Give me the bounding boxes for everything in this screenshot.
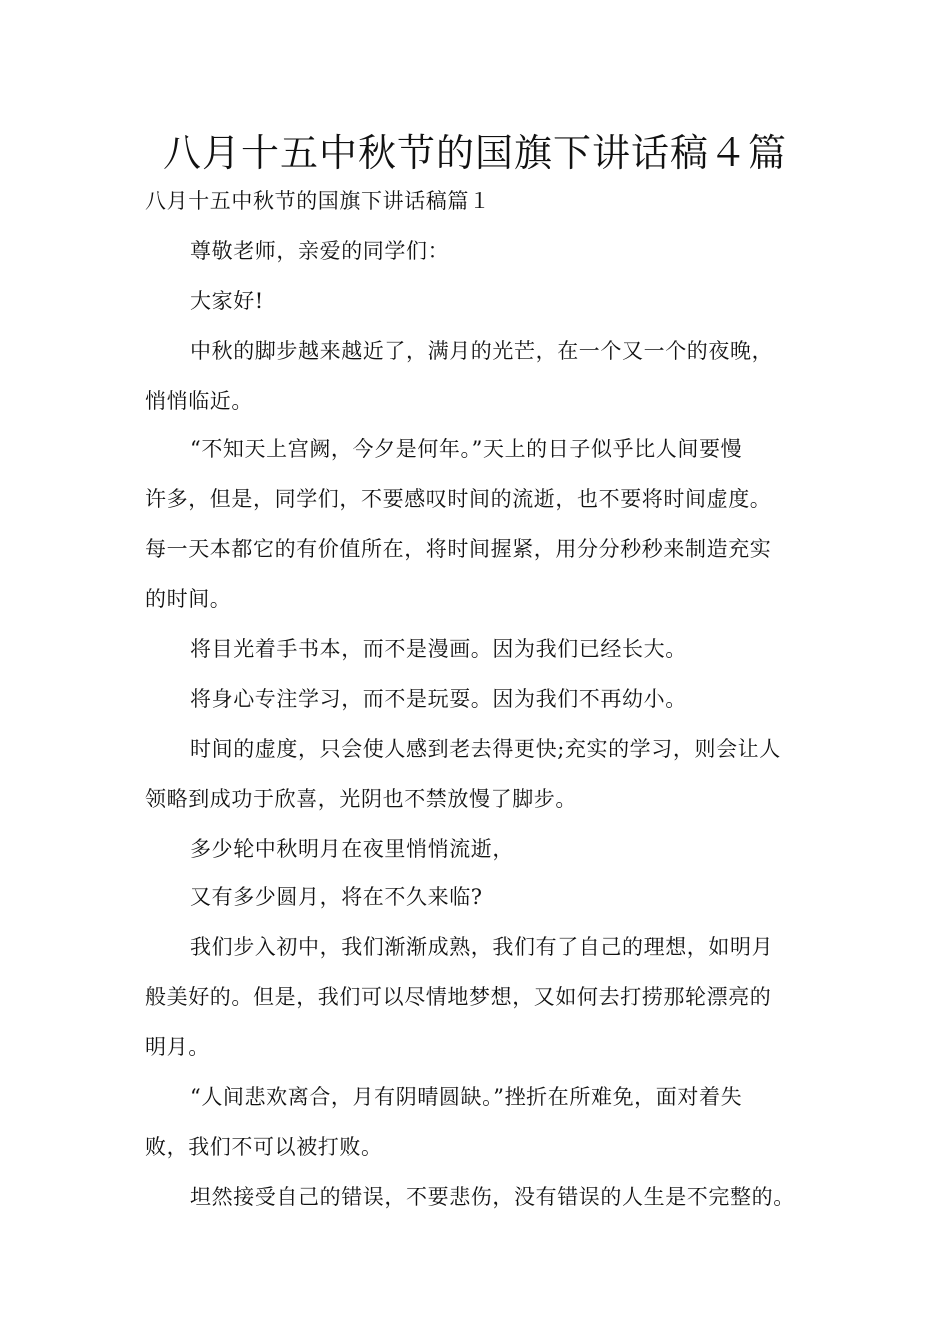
paragraph-line: 每一天本都它的有价值所在，将时间握紧，用分分秒秒来制造充实 <box>145 537 772 561</box>
paragraph-line: 中秋的脚步越来越近了，满月的光芒，在一个又一个的夜晚， <box>190 339 774 363</box>
paragraph-line: 将目光着手书本，而不是漫画。因为我们已经长大。 <box>190 637 687 661</box>
paragraph-line: 多少轮中秋明月在夜里悄悄流逝， <box>190 837 514 861</box>
paragraph-line: 般美好的。但是，我们可以尽情地梦想，又如何去打捞那轮漂亮的 <box>145 985 772 1009</box>
paragraph-line: 明月。 <box>145 1035 210 1059</box>
paragraph-line: 的时间。 <box>145 587 232 611</box>
paragraph-line: “人间悲欢离合，月有阴晴圆缺。”挫折在所难免，面对着失 <box>190 1085 743 1109</box>
document-title: 八月十五中秋节的国旗下讲话稿４篇 <box>162 131 787 175</box>
paragraph-line: “不知天上宫阙，今夕是何年。”天上的日子似乎比人间要慢 <box>190 437 743 461</box>
paragraph-line: 大家好! <box>190 289 264 313</box>
paragraph-line: 悄悄临近。 <box>145 389 253 413</box>
paragraph-line: 又有多少圆月，将在不久来临? <box>190 885 483 909</box>
paragraph-line: 我们步入初中，我们渐渐成熟，我们有了自己的理想，如明月 <box>190 935 774 959</box>
paragraph-line: 领略到成功于欣喜，光阴也不禁放慢了脚步。 <box>145 787 577 811</box>
paragraph-line: 许多，但是，同学们，不要感叹时间的流逝，也不要将时间虚度。 <box>145 487 772 511</box>
paragraph-line: 时间的虚度，只会使人感到老去得更快;充实的学习，则会让人 <box>190 737 781 761</box>
paragraph-line: 坦然接受自己的错误，不要悲伤，没有错误的人生是不完整的。 <box>190 1185 795 1209</box>
paragraph-line: 将身心专注学习，而不是玩耍。因为我们不再幼小。 <box>190 687 687 711</box>
paragraph-line: 尊敬老师，亲爱的同学们： <box>190 239 450 263</box>
paragraph-line: 败，我们不可以被打败。 <box>145 1135 383 1159</box>
section-heading: 八月十五中秋节的国旗下讲话稿篇１ <box>145 189 491 213</box>
